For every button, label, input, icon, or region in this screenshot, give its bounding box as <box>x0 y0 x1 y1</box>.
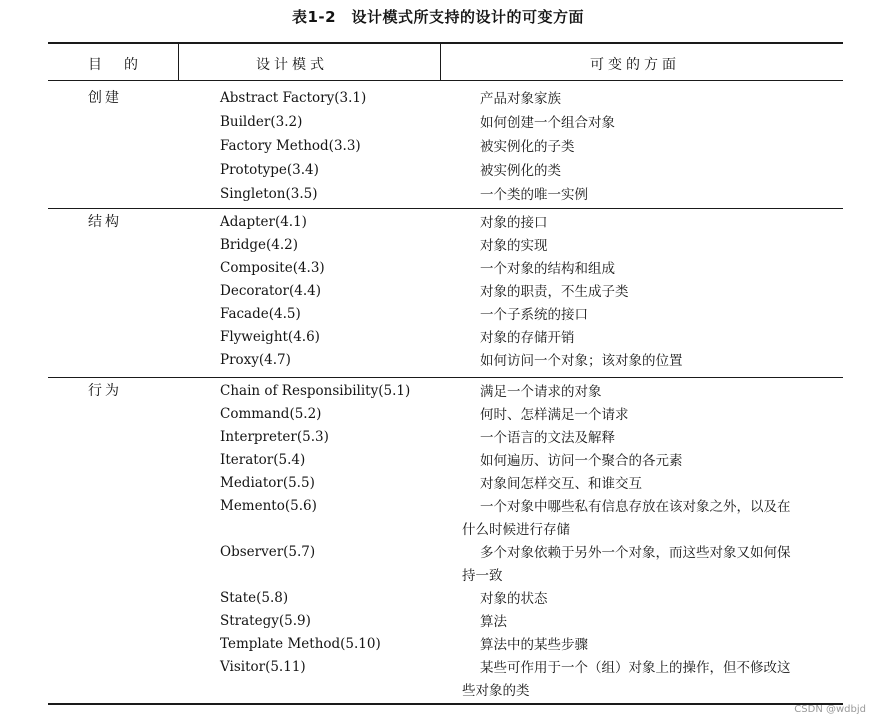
table-row <box>0 258 876 281</box>
table-row <box>0 350 876 373</box>
variable-aspect: 一个子系统的接口 <box>480 307 588 323</box>
variable-aspect: 满足一个请求的对象 <box>480 384 602 400</box>
pattern-name: Factory Method(3.3) <box>220 138 361 154</box>
variable-aspect: 对象的接口 <box>480 215 548 231</box>
table-row <box>0 184 876 207</box>
pattern-name: Adapter(4.1) <box>220 214 307 230</box>
pattern-name: Composite(4.3) <box>220 260 325 276</box>
pattern-name: Memento(5.6) <box>220 498 317 514</box>
table-row <box>0 88 876 111</box>
variable-aspect-continuation: 什么时候进行存储 <box>462 522 570 538</box>
pattern-name: Chain of Responsibility(5.1) <box>220 383 411 399</box>
variable-aspect: 如何遍历、访问一个聚合的各元素 <box>480 453 683 469</box>
variable-aspect: 对象的存储开销 <box>480 330 575 346</box>
table-title: 表1-2 设计模式所支持的设计的可变方面 <box>291 8 585 26</box>
pattern-name: Visitor(5.11) <box>220 659 306 675</box>
pattern-name: Bridge(4.2) <box>220 237 298 253</box>
variable-aspect: 何时、怎样满足一个请求 <box>480 407 629 423</box>
variable-aspect: 一个对象的结构和组成 <box>480 261 615 277</box>
pattern-name: Singleton(3.5) <box>220 186 318 202</box>
variable-aspect-continuation: 些对象的类 <box>462 683 530 699</box>
header-aspect: 可变的方面 <box>590 57 680 73</box>
table-row <box>0 212 876 235</box>
variable-aspect: 被实例化的类 <box>480 163 561 179</box>
pattern-name: Facade(4.5) <box>220 306 301 322</box>
variable-aspect: 产品对象家族 <box>480 91 561 107</box>
variable-aspect <box>462 657 846 703</box>
pattern-name: Prototype(3.4) <box>220 162 319 178</box>
variable-aspect: 如何访问一个对象；该对象的位置 <box>480 353 683 369</box>
variable-aspect: 对象的状态 <box>480 591 548 607</box>
table-row <box>0 496 876 542</box>
bottom-rule <box>48 703 843 705</box>
purpose-label: 创建 <box>88 90 122 106</box>
table-row <box>0 327 876 350</box>
pattern-name: Builder(3.2) <box>220 114 303 130</box>
table-row <box>0 235 876 258</box>
section-rule <box>48 377 843 378</box>
pattern-name: Proxy(4.7) <box>220 352 291 368</box>
variable-aspect-line: 多个对象依赖于另外一个对象，而这些对象又如何保 <box>480 545 791 561</box>
header-pattern: 设计模式 <box>256 57 328 73</box>
pattern-name: Interpreter(5.3) <box>220 429 329 445</box>
table-row <box>0 473 876 496</box>
pattern-name: Abstract Factory(3.1) <box>220 90 367 106</box>
variable-aspect <box>462 542 846 588</box>
pattern-name: Template Method(5.10) <box>220 636 381 652</box>
table-row <box>0 160 876 183</box>
pattern-name: State(5.8) <box>220 590 289 606</box>
variable-aspect: 如何创建一个组合对象 <box>480 115 615 131</box>
pattern-name: Strategy(5.9) <box>220 613 311 629</box>
pattern-name: Command(5.2) <box>220 406 322 422</box>
variable-aspect: 对象的实现 <box>480 238 548 254</box>
table-row <box>0 404 876 427</box>
column-divider-1 <box>178 44 179 80</box>
variable-aspect: 算法中的某些步骤 <box>480 637 588 653</box>
purpose-label: 行为 <box>88 383 122 399</box>
top-rule <box>48 42 843 44</box>
variable-aspect: 对象的职责，不生成子类 <box>480 284 629 300</box>
pattern-name: Decorator(4.4) <box>220 283 322 299</box>
variable-aspect: 一个语言的文法及解释 <box>480 430 615 446</box>
table-row <box>0 112 876 135</box>
table-row <box>0 304 876 327</box>
table-row <box>0 381 876 404</box>
table-row <box>0 634 876 657</box>
table-row <box>0 136 876 159</box>
pattern-name: Flyweight(4.6) <box>220 329 320 345</box>
purpose-label: 结构 <box>88 214 122 230</box>
variable-aspect-continuation: 持一致 <box>462 568 503 584</box>
table-row <box>0 588 876 611</box>
variable-aspect: 一个类的唯一实例 <box>480 187 588 203</box>
header-rule <box>48 80 843 81</box>
variable-aspect-line: 某些可作用于一个（组）对象上的操作，但不修改这 <box>480 660 791 676</box>
header-purpose: 目 的 <box>88 57 142 73</box>
table-row <box>0 542 876 588</box>
pattern-name: Observer(5.7) <box>220 544 316 560</box>
table-row <box>0 611 876 634</box>
table-row <box>0 427 876 450</box>
table-row <box>0 450 876 473</box>
variable-aspect-line: 一个对象中哪些私有信息存放在该对象之外，以及在 <box>480 499 791 515</box>
pattern-name: Mediator(5.5) <box>220 475 315 491</box>
variable-aspect: 算法 <box>480 614 507 630</box>
table-row <box>0 657 876 703</box>
column-divider-2 <box>440 44 441 80</box>
watermark: CSDN @wdbjd <box>794 704 866 715</box>
variable-aspect: 被实例化的子类 <box>480 139 575 155</box>
pattern-name: Iterator(5.4) <box>220 452 306 468</box>
section-rule <box>48 208 843 209</box>
variable-aspect <box>462 496 846 542</box>
table-row <box>0 281 876 304</box>
variable-aspect: 对象间怎样交互、和谁交互 <box>480 476 642 492</box>
